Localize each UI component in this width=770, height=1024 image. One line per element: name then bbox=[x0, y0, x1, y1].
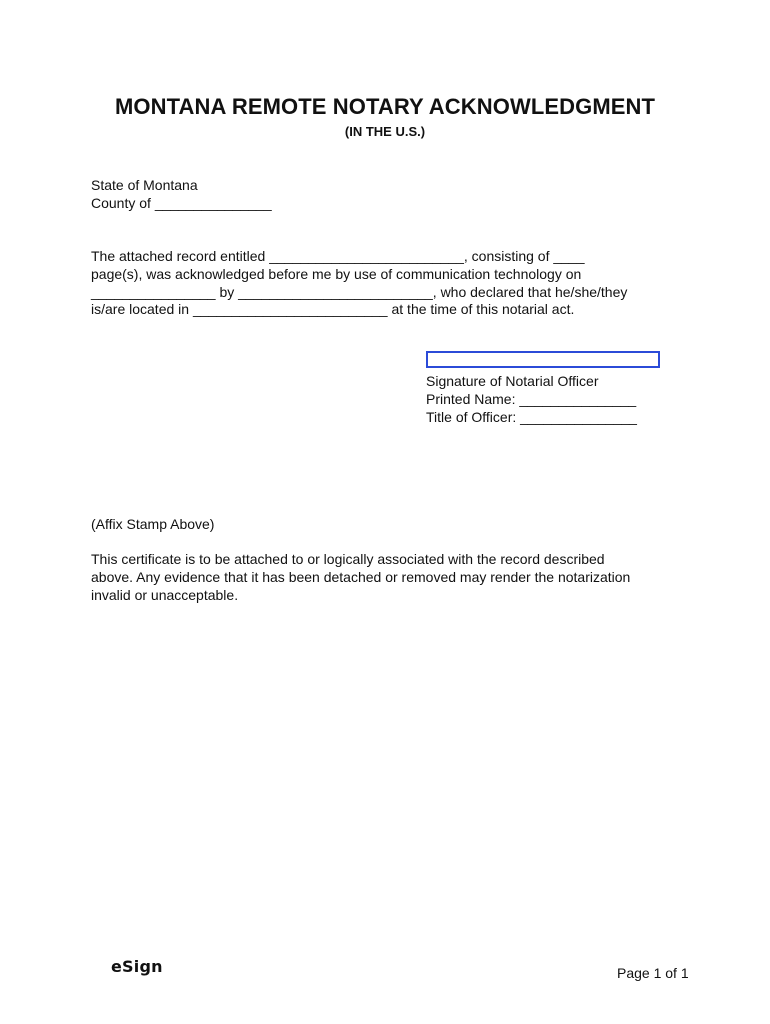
body-line-2: page(s), was acknowledged before me by use of communication technology on bbox=[91, 266, 582, 282]
document-title: MONTANA REMOTE NOTARY ACKNOWLEDGMENT bbox=[114, 94, 656, 119]
signature-input-field[interactable] bbox=[426, 351, 660, 368]
venue-county: County of _______________ bbox=[91, 195, 272, 211]
certificate-line-1: This certificate is to be attached to or logically associated with the record described bbox=[91, 551, 605, 567]
venue-state: State of Montana bbox=[91, 177, 198, 193]
certificate-line-3: invalid or unacceptable. bbox=[91, 587, 239, 603]
stamp-note: (Affix Stamp Above) bbox=[91, 516, 215, 532]
page-number: Page 1 of 1 bbox=[617, 965, 689, 981]
certificate-line-2: above. Any evidence that it has been detached or removed may render the notarization bbox=[91, 569, 631, 585]
body-line-4: is/are located in _________________________ at the time of this notarial act. bbox=[91, 301, 575, 317]
body-line-1: The attached record entitled _________________________, consisting of ____ bbox=[91, 248, 585, 264]
signature-label: Signature of Notarial Officer bbox=[426, 373, 599, 389]
document-subtitle: (IN THE U.S.) bbox=[344, 124, 426, 139]
body-line-3: ________________ by _________________________, who declared that he/she/they bbox=[91, 284, 628, 300]
officer-title-line: Title of Officer: _______________ bbox=[426, 409, 637, 425]
printed-name-line: Printed Name: _______________ bbox=[426, 391, 637, 407]
esign-logo: eSign bbox=[111, 957, 163, 976]
